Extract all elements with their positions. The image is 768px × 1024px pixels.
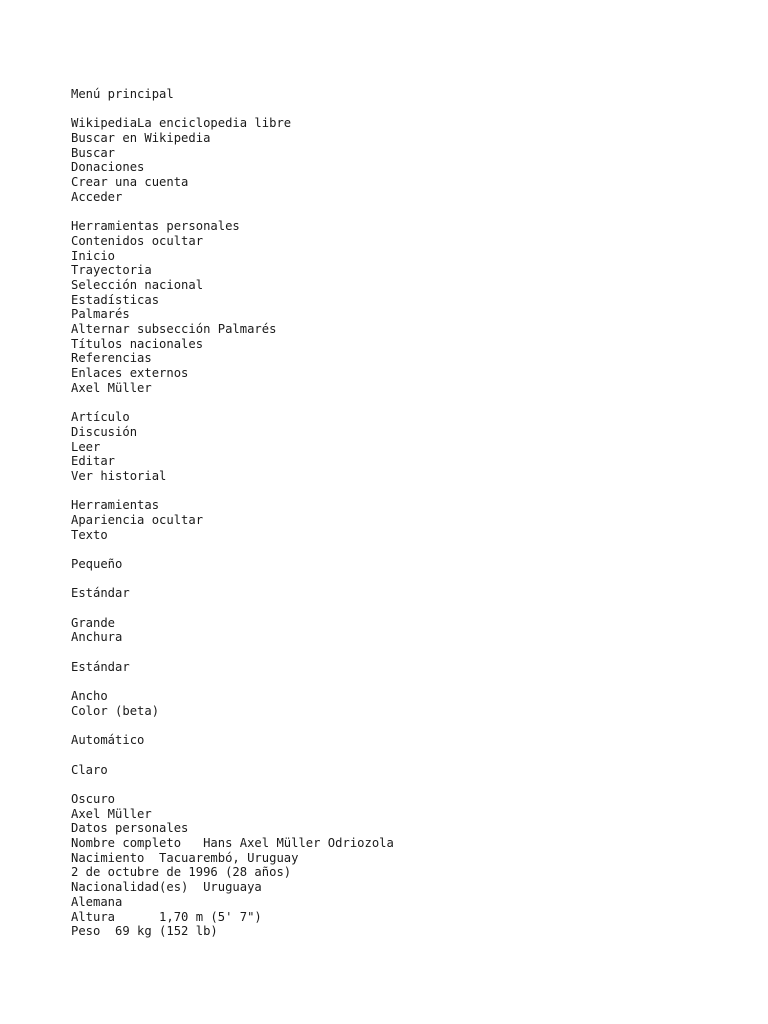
page-title: Axel Müller: [71, 380, 152, 395]
donations-link[interactable]: Donaciones: [71, 160, 145, 175]
toc-item-honours[interactable]: Palmarés: [71, 307, 130, 322]
width-standard-option[interactable]: Estándar: [71, 659, 130, 674]
width-label: Anchura: [71, 630, 123, 645]
search-button[interactable]: Buscar: [71, 145, 116, 160]
toc-item-national-titles[interactable]: Títulos nacionales: [71, 336, 204, 351]
spacer: [71, 395, 751, 410]
width-wide-option[interactable]: Ancho: [71, 689, 108, 704]
tab-history[interactable]: Ver historial: [71, 468, 167, 483]
spacer: [71, 601, 751, 616]
infobox-weight: Peso 69 kg (152 lb): [71, 924, 218, 939]
toc-item-external-links[interactable]: Enlaces externos: [71, 366, 189, 381]
spacer: [71, 572, 751, 587]
infobox-height: Altura 1,70 m (5' 7"): [71, 909, 262, 924]
login-link[interactable]: Acceder: [71, 189, 123, 204]
personal-tools-menu[interactable]: Herramientas personales: [71, 219, 240, 234]
spacer: [71, 675, 751, 690]
tab-read[interactable]: Leer: [71, 439, 101, 454]
spacer: [71, 777, 751, 792]
spacer: [71, 102, 751, 117]
infobox-birth-date: 2 de octubre de 1996 (28 años): [71, 865, 292, 880]
toc-item-statistics[interactable]: Estadísticas: [71, 292, 160, 307]
infobox-title: Axel Müller: [71, 806, 152, 821]
infobox-birth: Nacimiento Tacuarembó, Uruguay: [71, 850, 299, 865]
create-account-link[interactable]: Crear una cuenta: [71, 175, 189, 190]
toc-item-references[interactable]: Referencias: [71, 351, 152, 366]
toc-item-career[interactable]: Trayectoria: [71, 263, 152, 278]
color-dark-option[interactable]: Oscuro: [71, 792, 116, 806]
search-input[interactable]: Buscar en Wikipedia: [71, 131, 211, 146]
infobox-nationality: Nacionalidad(es) Uruguaya: [71, 880, 262, 895]
spacer: [71, 748, 751, 763]
infobox-full-name: Nombre completo Hans Axel Müller Odriozola: [71, 836, 394, 851]
color-light-option[interactable]: Claro: [71, 762, 108, 777]
spacer: [71, 645, 751, 660]
spacer: [71, 542, 751, 557]
text-size-small-option[interactable]: Pequeño: [71, 557, 123, 571]
tools-menu[interactable]: Herramientas: [71, 498, 160, 513]
tab-discussion[interactable]: Discusión: [71, 424, 138, 439]
tab-article[interactable]: Artículo: [71, 410, 130, 425]
infobox-nationality-second: Alemana: [71, 894, 123, 909]
text-size-label: Texto: [71, 527, 108, 542]
color-automatic-option[interactable]: Automático: [71, 733, 145, 748]
tab-edit[interactable]: Editar: [71, 454, 116, 469]
spacer: [71, 719, 751, 734]
spacer: [71, 205, 751, 220]
toc-item-start[interactable]: Inicio: [71, 248, 116, 263]
toc-hide-toggle[interactable]: Contenidos ocultar: [71, 233, 204, 248]
infobox-section-header: Datos personales: [71, 821, 189, 836]
wikipedia-logo-link[interactable]: WikipediaLa enciclopedia libre: [71, 116, 292, 131]
main-menu-button[interactable]: Menú principal: [71, 87, 174, 101]
spacer: [71, 484, 751, 499]
text-size-standard-option[interactable]: Estándar: [71, 586, 130, 601]
toc-item-national-team[interactable]: Selección nacional: [71, 277, 204, 292]
toc-toggle-honours-subsection[interactable]: Alternar subsección Palmarés: [71, 322, 277, 336]
text-size-large-option[interactable]: Grande: [71, 615, 116, 630]
appearance-hide-toggle[interactable]: Apariencia ocultar: [71, 512, 204, 527]
color-label: Color (beta): [71, 703, 160, 718]
page-text-dump: [71, 87, 751, 939]
